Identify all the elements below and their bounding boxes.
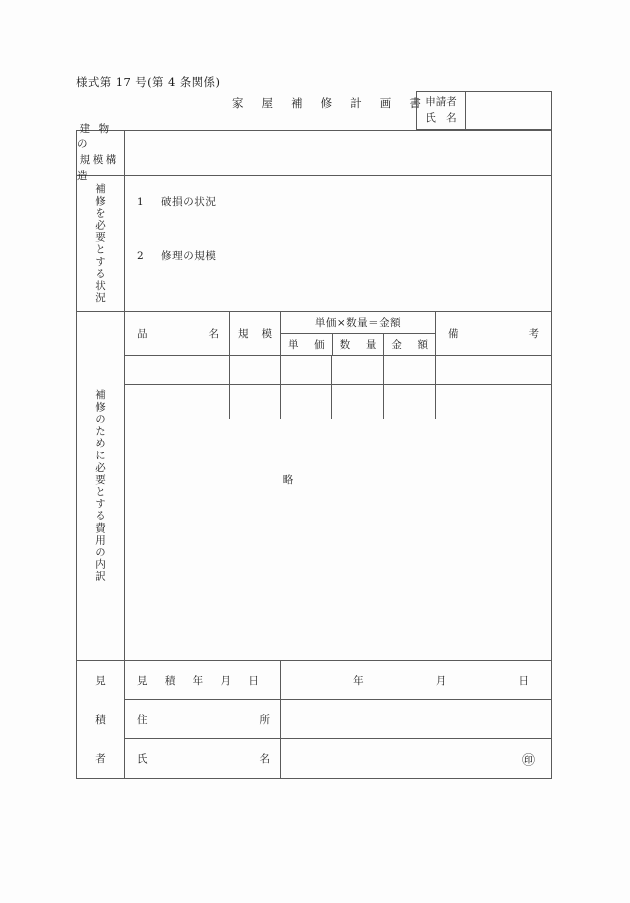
applicant-label-line2: 氏 名 <box>425 111 461 124</box>
header-unit-price <box>281 334 333 355</box>
cell-quantity[interactable] <box>332 385 384 419</box>
seal-icon: ㊞ <box>521 753 535 768</box>
cell-amount[interactable] <box>384 356 436 384</box>
estimator-label-char-1: 見 <box>95 675 106 687</box>
estimator-address-label-right: 所 <box>259 713 270 726</box>
estimator-label <box>77 661 125 778</box>
cell-scale[interactable] <box>230 356 281 384</box>
applicant-name-box <box>416 91 552 130</box>
omitted-mark: 略 <box>282 474 294 486</box>
estimator-label-char-2: 積 <box>95 714 106 726</box>
table-row <box>125 385 551 419</box>
estimator-date-row <box>125 661 551 700</box>
header-quantity-right: 量 <box>365 339 377 351</box>
header-remarks <box>436 312 551 356</box>
cost-breakdown-label: 補修のために必要とする費用の内訳 <box>77 312 125 660</box>
damage-item-1 <box>137 194 217 209</box>
header-item-name-right: 名 <box>208 328 219 340</box>
estimator-date-field[interactable] <box>281 661 551 699</box>
cell-item-name[interactable] <box>125 356 230 384</box>
estimator-name-row <box>125 739 551 778</box>
cell-remarks[interactable] <box>436 385 551 419</box>
applicant-name-label <box>417 92 466 129</box>
building-structure-label <box>77 122 125 182</box>
damage-item-2-text: 修理の規模 <box>161 250 217 262</box>
cost-breakdown-body <box>125 312 551 660</box>
header-quantity <box>333 334 385 355</box>
estimator-address-field[interactable] <box>281 700 551 738</box>
header-quantity-left: 数 <box>339 339 351 351</box>
cell-remarks[interactable] <box>436 356 551 384</box>
date-day-label: 日 <box>518 674 530 687</box>
header-scale-right: 模 <box>261 328 272 340</box>
estimator-address-row <box>125 700 551 739</box>
header-calculation-group <box>281 312 436 356</box>
row-damage-situation <box>77 176 551 312</box>
header-amount-left: 金 <box>391 339 402 351</box>
header-item-name <box>125 312 230 356</box>
form-number: 様式第 17 号(第 4 条関係) <box>76 75 221 89</box>
estimator-name-label <box>125 739 281 778</box>
header-unit-price-right: 価 <box>314 339 325 351</box>
damage-item-1-text: 破損の状況 <box>161 196 217 208</box>
header-calculation-subcolumns <box>281 334 435 355</box>
table-row <box>125 356 551 385</box>
cell-amount[interactable] <box>384 385 436 419</box>
building-label-line2: 規模構造 <box>77 154 119 182</box>
estimator-name-field[interactable] <box>281 739 551 778</box>
cell-quantity[interactable] <box>332 356 384 384</box>
cell-unit-price[interactable] <box>281 356 332 384</box>
damage-item-2-number: 2 <box>137 250 145 262</box>
estimator-name-label-right: 名 <box>259 753 270 765</box>
applicant-name-field[interactable] <box>466 92 551 129</box>
header-calculation-title: 単価×数量＝金額 <box>281 312 435 334</box>
applicant-label-line1: 申請者 <box>425 96 457 109</box>
header-amount-right: 額 <box>417 339 429 351</box>
damage-item-1-number: 1 <box>137 196 145 208</box>
damage-situation-field[interactable] <box>125 176 551 311</box>
cell-unit-price[interactable] <box>281 385 332 419</box>
cell-item-name[interactable] <box>125 385 230 419</box>
damage-item-2 <box>137 248 217 263</box>
date-year-label: 年 <box>353 674 364 687</box>
building-label-line1: 建 物 の <box>77 122 112 151</box>
date-month-label: 月 <box>435 674 447 687</box>
row-cost-breakdown <box>77 312 551 661</box>
header-scale-left: 規 <box>238 328 249 340</box>
damage-situation-label: 補修を必要とする状況 <box>77 176 125 311</box>
estimator-address-label <box>125 700 281 738</box>
date-fields <box>281 673 551 688</box>
header-unit-price-left: 単 <box>288 339 299 351</box>
row-building-structure <box>77 122 551 182</box>
building-structure-field[interactable] <box>125 131 551 175</box>
header-remarks-left: 備 <box>448 328 459 340</box>
row-estimator <box>77 661 551 778</box>
estimator-rows <box>125 661 551 778</box>
header-scale <box>230 312 281 356</box>
page-title: 家 屋 補 修 計 画 書 <box>232 96 429 110</box>
estimator-label-char-3: 者 <box>95 753 106 765</box>
estimator-address-label-left: 住 <box>137 713 148 726</box>
cost-table-header <box>125 312 551 356</box>
estimator-date-label: 見 積 年 月 日 <box>125 661 281 699</box>
main-form-table <box>76 122 552 779</box>
cell-scale[interactable] <box>230 385 281 419</box>
header-item-name-left: 品 <box>137 328 148 340</box>
estimator-name-label-left: 氏 <box>137 753 148 765</box>
header-amount <box>384 334 435 355</box>
header-remarks-right: 考 <box>528 328 539 340</box>
